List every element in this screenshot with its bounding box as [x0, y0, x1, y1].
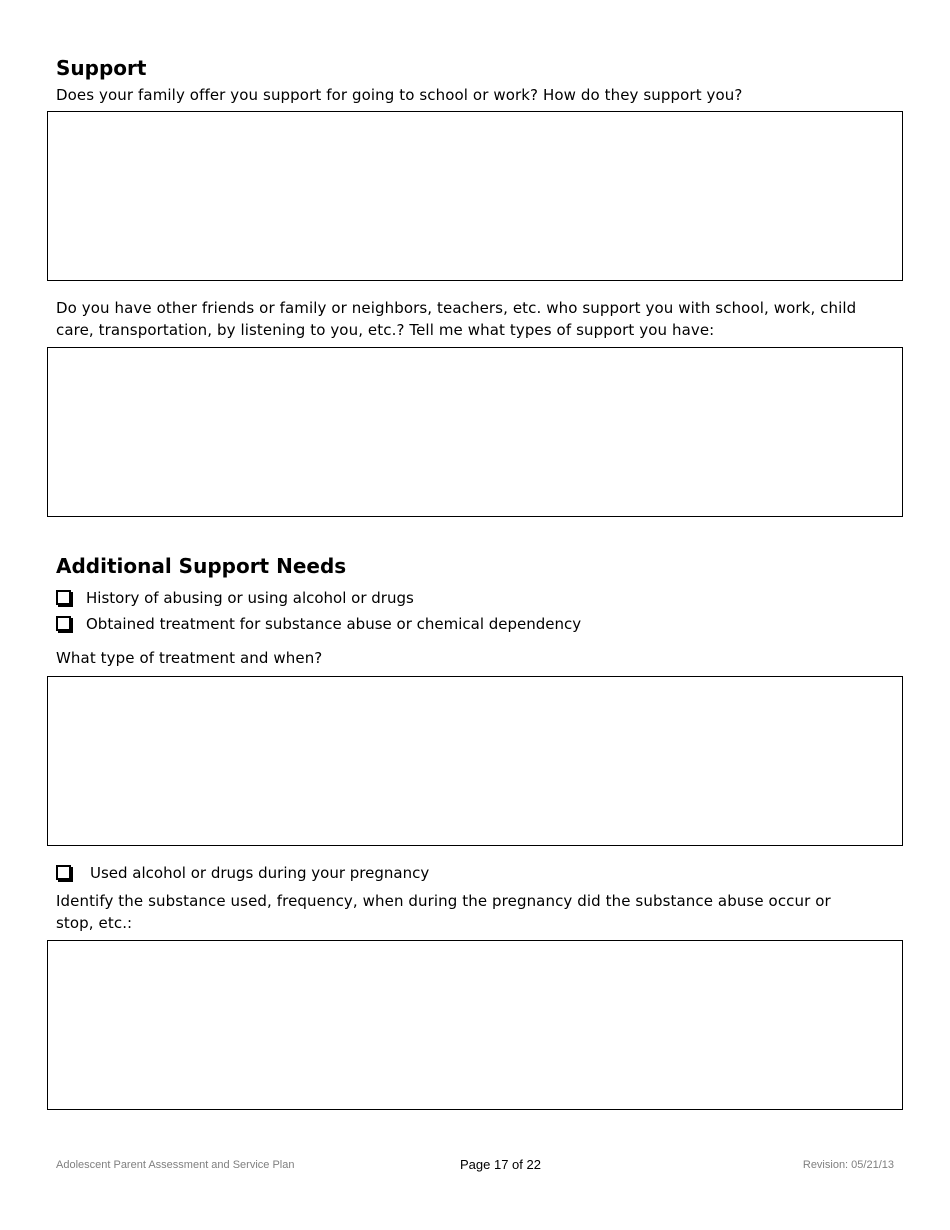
footer-document-title: Adolescent Parent Assessment and Service Plan	[56, 1159, 295, 1171]
treatment-obtained-checkbox[interactable]	[56, 616, 71, 631]
checkbox-row-substance-history[interactable]	[56, 589, 414, 607]
treatment-obtained-label: Obtained treatment for substance abuse or chemical dependency	[86, 615, 582, 633]
footer-page-number: Page 17 of 22	[460, 1157, 541, 1172]
treatment-type-answer-box[interactable]	[47, 676, 903, 846]
pregnancy-use-label: Used alcohol or drugs during your pregnancy	[90, 864, 430, 882]
family-support-question: Does your family offer you support for going to school or work? How do they support you?	[56, 86, 743, 104]
checkbox-row-pregnancy-use[interactable]	[56, 864, 429, 882]
substance-history-checkbox[interactable]	[56, 590, 71, 605]
support-heading: Support	[56, 56, 147, 80]
treatment-type-question: What type of treatment and when?	[56, 649, 323, 667]
substance-identify-question-line1: Identify the substance used, frequency, when during the pregnancy did the substance abuse occur or	[56, 892, 831, 910]
family-support-answer-box[interactable]	[47, 111, 903, 281]
other-support-question-line1: Do you have other friends or family or neighbors, teachers, etc. who support you with school, work, child	[56, 299, 857, 317]
additional-support-heading: Additional Support Needs	[56, 554, 347, 578]
pregnancy-use-checkbox[interactable]	[56, 865, 71, 880]
substance-identify-answer-box[interactable]	[47, 940, 903, 1110]
footer-revision: Revision: 05/21/13	[802, 1159, 894, 1171]
substance-identify-question-line2: stop, etc.:	[56, 914, 133, 932]
checkbox-row-treatment-obtained[interactable]	[56, 615, 581, 633]
other-support-question-line2: care, transportation, by listening to you, etc.? Tell me what types of support you have:	[56, 321, 715, 339]
substance-history-label: History of abusing or using alcohol or drugs	[86, 589, 414, 607]
other-support-answer-box[interactable]	[47, 347, 903, 517]
